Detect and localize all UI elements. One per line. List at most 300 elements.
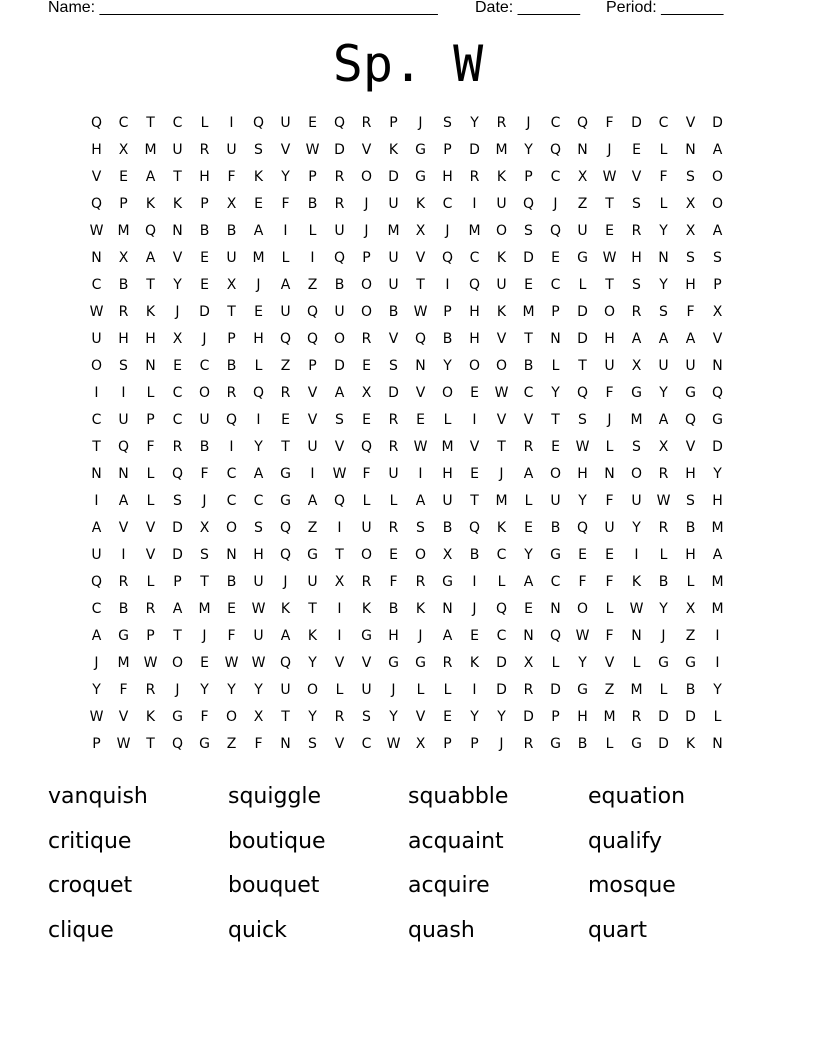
grid-letter[interactable]: L (605, 736, 614, 752)
grid-letter[interactable]: Y (551, 385, 560, 401)
grid-letter[interactable]: F (686, 304, 695, 320)
grid-letter[interactable]: K (415, 601, 426, 617)
grid-letter[interactable]: C (172, 115, 183, 131)
grid-letter[interactable]: W (251, 601, 266, 617)
grid-letter[interactable]: D (685, 709, 696, 725)
grid-letter[interactable]: G (280, 466, 291, 482)
grid-letter[interactable]: O (360, 277, 373, 293)
grid-letter[interactable]: J (202, 331, 207, 347)
grid-letter[interactable]: J (364, 223, 369, 239)
grid-letter[interactable]: R (145, 601, 156, 617)
grid-letter[interactable]: I (634, 547, 639, 563)
grid-letter[interactable]: T (92, 439, 101, 455)
grid-letter[interactable]: L (281, 250, 290, 266)
grid-letter[interactable]: A (253, 223, 264, 239)
grid-letter[interactable]: E (362, 412, 371, 428)
grid-letter[interactable]: I (445, 277, 450, 293)
grid-letter[interactable]: E (200, 277, 209, 293)
grid-letter[interactable]: M (117, 655, 130, 671)
grid-letter[interactable]: U (604, 520, 615, 536)
grid-letter[interactable]: H (604, 331, 615, 347)
grid-letter[interactable]: K (496, 169, 507, 185)
grid-letter[interactable]: Q (117, 439, 130, 455)
grid-letter[interactable]: N (523, 628, 534, 644)
grid-letter[interactable]: M (522, 304, 535, 320)
grid-letter[interactable]: H (685, 547, 696, 563)
grid-letter[interactable]: J (418, 628, 423, 644)
grid-letter[interactable]: X (415, 736, 426, 752)
grid-letter[interactable]: I (94, 385, 99, 401)
grid-letter[interactable]: A (631, 331, 642, 347)
grid-letter[interactable]: A (118, 493, 129, 509)
grid-letter[interactable]: O (306, 682, 319, 698)
grid-letter[interactable]: K (415, 196, 426, 212)
grid-letter[interactable]: Q (684, 412, 697, 428)
grid-letter[interactable]: X (442, 547, 453, 563)
grid-letter[interactable]: D (658, 736, 669, 752)
grid-letter[interactable]: O (360, 304, 373, 320)
grid-letter[interactable]: B (388, 304, 399, 320)
grid-letter[interactable]: H (442, 466, 453, 482)
grid-letter[interactable]: U (550, 493, 561, 509)
grid-letter[interactable]: X (523, 655, 534, 671)
grid-letter[interactable]: H (631, 250, 642, 266)
grid-letter[interactable]: P (173, 574, 182, 590)
grid-letter[interactable]: U (280, 682, 291, 698)
grid-letter[interactable]: J (526, 115, 531, 131)
grid-letter[interactable]: E (416, 412, 425, 428)
grid-letter[interactable]: W (494, 385, 509, 401)
grid-letter[interactable]: Q (279, 520, 292, 536)
grid-letter[interactable]: L (551, 358, 560, 374)
grid-letter[interactable]: Y (470, 709, 479, 725)
grid-letter[interactable]: Q (306, 331, 319, 347)
grid-letter[interactable]: S (713, 250, 722, 266)
grid-letter[interactable]: J (283, 574, 288, 590)
grid-letter[interactable]: Z (577, 196, 588, 212)
grid-letter[interactable]: T (227, 304, 236, 320)
grid-letter[interactable]: A (91, 628, 102, 644)
grid-letter[interactable]: R (145, 682, 156, 698)
grid-letter[interactable]: V (685, 439, 696, 455)
grid-letter[interactable]: T (146, 736, 155, 752)
grid-letter[interactable]: C (199, 358, 210, 374)
grid-letter[interactable]: G (415, 142, 426, 158)
grid-letter[interactable]: U (685, 358, 696, 374)
grid-letter[interactable]: Q (171, 736, 184, 752)
grid-letter[interactable]: E (605, 223, 614, 239)
grid-letter[interactable]: P (146, 412, 155, 428)
grid-letter[interactable]: L (686, 574, 695, 590)
grid-letter[interactable]: Y (254, 682, 263, 698)
grid-letter[interactable]: H (253, 547, 264, 563)
grid-letter[interactable]: X (118, 142, 129, 158)
grid-letter[interactable]: Q (171, 466, 184, 482)
grid-letter[interactable]: V (496, 331, 507, 347)
grid-letter[interactable]: X (685, 196, 696, 212)
grid-letter[interactable]: C (226, 466, 237, 482)
grid-letter[interactable]: B (226, 223, 237, 239)
grid-letter[interactable]: L (335, 682, 344, 698)
grid-letter[interactable]: E (551, 250, 560, 266)
grid-letter[interactable]: J (499, 736, 504, 752)
grid-letter[interactable]: T (200, 574, 209, 590)
grid-letter[interactable]: F (605, 574, 614, 590)
grid-letter[interactable]: C (496, 628, 507, 644)
grid-letter[interactable]: L (659, 196, 668, 212)
grid-letter[interactable]: V (469, 439, 480, 455)
grid-letter[interactable]: D (658, 709, 669, 725)
grid-letter[interactable]: M (630, 682, 643, 698)
grid-letter[interactable]: S (335, 412, 344, 428)
grid-letter[interactable]: T (146, 277, 155, 293)
grid-letter[interactable]: K (172, 196, 183, 212)
grid-letter[interactable]: E (119, 169, 128, 185)
grid-letter[interactable]: L (389, 493, 398, 509)
grid-letter[interactable]: G (631, 385, 642, 401)
grid-letter[interactable]: V (280, 142, 291, 158)
grid-letter[interactable]: H (469, 304, 480, 320)
grid-letter[interactable]: V (307, 412, 318, 428)
grid-letter[interactable]: W (224, 655, 239, 671)
grid-letter[interactable]: U (307, 574, 318, 590)
grid-letter[interactable]: O (495, 223, 508, 239)
grid-letter[interactable]: D (496, 655, 507, 671)
grid-letter[interactable]: O (495, 358, 508, 374)
grid-letter[interactable]: U (118, 412, 129, 428)
grid-letter[interactable]: H (685, 466, 696, 482)
grid-letter[interactable]: O (225, 520, 238, 536)
grid-letter[interactable]: C (118, 115, 129, 131)
grid-letter[interactable]: V (145, 547, 156, 563)
grid-letter[interactable]: Z (307, 520, 318, 536)
grid-letter[interactable]: V (118, 709, 129, 725)
grid-letter[interactable]: V (388, 331, 399, 347)
grid-letter[interactable]: N (712, 358, 723, 374)
grid-letter[interactable]: X (415, 223, 426, 239)
grid-letter[interactable]: G (631, 736, 642, 752)
grid-letter[interactable]: L (605, 601, 614, 617)
grid-letter[interactable]: U (226, 142, 237, 158)
grid-letter[interactable]: R (388, 439, 399, 455)
grid-letter[interactable]: S (119, 358, 128, 374)
grid-letter[interactable]: R (523, 736, 534, 752)
grid-letter[interactable]: L (632, 655, 641, 671)
grid-letter[interactable]: Y (713, 682, 722, 698)
grid-letter[interactable]: L (659, 142, 668, 158)
grid-letter[interactable]: U (334, 304, 345, 320)
grid-letter[interactable]: S (632, 196, 641, 212)
grid-letter[interactable]: L (308, 223, 317, 239)
grid-letter[interactable]: V (631, 169, 642, 185)
grid-letter[interactable]: L (551, 655, 560, 671)
grid-letter[interactable]: F (605, 628, 614, 644)
grid-letter[interactable]: G (658, 655, 669, 671)
grid-letter[interactable]: W (305, 142, 320, 158)
grid-letter[interactable]: V (361, 655, 372, 671)
grid-letter[interactable]: F (227, 628, 236, 644)
grid-letter[interactable]: I (229, 115, 234, 131)
grid-letter[interactable]: Y (659, 385, 668, 401)
grid-letter[interactable]: A (253, 466, 264, 482)
grid-letter[interactable]: V (685, 115, 696, 131)
grid-letter[interactable]: B (226, 358, 237, 374)
grid-letter[interactable]: B (442, 331, 453, 347)
grid-letter[interactable]: J (472, 601, 477, 617)
grid-letter[interactable]: L (605, 439, 614, 455)
grid-letter[interactable]: K (145, 709, 156, 725)
grid-letter[interactable]: H (712, 493, 723, 509)
grid-letter[interactable]: Q (279, 655, 292, 671)
grid-letter[interactable]: R (172, 439, 183, 455)
grid-letter[interactable]: E (470, 628, 479, 644)
grid-letter[interactable]: Q (468, 277, 481, 293)
grid-letter[interactable]: E (551, 439, 560, 455)
grid-letter[interactable]: Q (333, 115, 346, 131)
grid-letter[interactable]: R (631, 709, 642, 725)
grid-letter[interactable]: R (388, 412, 399, 428)
grid-letter[interactable]: N (226, 547, 237, 563)
grid-letter[interactable]: Q (90, 196, 103, 212)
grid-letter[interactable]: N (415, 358, 426, 374)
grid-letter[interactable]: K (388, 142, 399, 158)
grid-letter[interactable]: K (496, 250, 507, 266)
grid-letter[interactable]: I (472, 412, 477, 428)
grid-letter[interactable]: Q (144, 223, 157, 239)
grid-letter[interactable]: P (362, 250, 371, 266)
grid-letter[interactable]: O (333, 331, 346, 347)
grid-letter[interactable]: Y (713, 466, 722, 482)
grid-letter[interactable]: Q (306, 304, 319, 320)
grid-letter[interactable]: X (253, 709, 264, 725)
grid-letter[interactable]: B (118, 601, 129, 617)
grid-letter[interactable]: X (685, 601, 696, 617)
grid-letter[interactable]: E (254, 304, 263, 320)
grid-letter[interactable]: B (658, 574, 669, 590)
grid-letter[interactable]: G (307, 547, 318, 563)
grid-letter[interactable]: J (94, 655, 99, 671)
grid-letter[interactable]: M (441, 439, 454, 455)
grid-letter[interactable]: V (334, 736, 345, 752)
grid-letter[interactable]: M (198, 601, 211, 617)
grid-letter[interactable]: F (605, 115, 614, 131)
grid-letter[interactable]: F (146, 439, 155, 455)
grid-letter[interactable]: W (89, 709, 104, 725)
grid-letter[interactable]: T (524, 331, 533, 347)
grid-letter[interactable]: R (523, 682, 534, 698)
grid-letter[interactable]: B (550, 520, 561, 536)
grid-letter[interactable]: A (145, 250, 156, 266)
grid-letter[interactable]: I (472, 574, 477, 590)
grid-letter[interactable]: X (577, 169, 588, 185)
grid-letter[interactable]: O (198, 385, 211, 401)
grid-letter[interactable]: W (602, 169, 617, 185)
grid-letter[interactable]: G (388, 655, 399, 671)
grid-letter[interactable]: T (416, 277, 425, 293)
grid-letter[interactable]: I (256, 412, 261, 428)
grid-letter[interactable]: W (629, 601, 644, 617)
grid-letter[interactable]: G (685, 655, 696, 671)
grid-letter[interactable]: Y (470, 115, 479, 131)
grid-letter[interactable]: Q (549, 628, 562, 644)
grid-letter[interactable]: X (226, 196, 237, 212)
grid-letter[interactable]: V (145, 520, 156, 536)
grid-letter[interactable]: E (389, 547, 398, 563)
grid-letter[interactable]: N (91, 466, 102, 482)
grid-letter[interactable]: Y (308, 709, 317, 725)
grid-letter[interactable]: P (713, 277, 722, 293)
grid-letter[interactable]: I (121, 547, 126, 563)
grid-letter[interactable]: Q (252, 115, 265, 131)
grid-letter[interactable]: O (711, 196, 724, 212)
grid-letter[interactable]: K (496, 520, 507, 536)
grid-letter[interactable]: R (442, 655, 453, 671)
grid-letter[interactable]: Y (497, 709, 506, 725)
grid-letter[interactable]: V (712, 331, 723, 347)
grid-letter[interactable]: W (89, 223, 104, 239)
grid-letter[interactable]: F (605, 493, 614, 509)
grid-letter[interactable]: N (685, 142, 696, 158)
grid-letter[interactable]: Y (308, 655, 317, 671)
grid-letter[interactable]: K (253, 169, 264, 185)
grid-letter[interactable]: Y (578, 493, 587, 509)
grid-letter[interactable]: A (523, 466, 534, 482)
grid-letter[interactable]: G (712, 412, 723, 428)
grid-letter[interactable]: A (658, 331, 669, 347)
grid-letter[interactable]: L (713, 709, 722, 725)
grid-letter[interactable]: R (226, 385, 237, 401)
grid-letter[interactable]: N (550, 331, 561, 347)
grid-letter[interactable]: Y (281, 169, 290, 185)
grid-letter[interactable]: U (442, 493, 453, 509)
grid-letter[interactable]: R (361, 331, 372, 347)
grid-letter[interactable]: W (413, 439, 428, 455)
grid-letter[interactable]: P (146, 628, 155, 644)
grid-letter[interactable]: E (605, 547, 614, 563)
grid-letter[interactable]: U (280, 115, 291, 131)
grid-letter[interactable]: Q (468, 520, 481, 536)
grid-letter[interactable]: I (337, 601, 342, 617)
grid-letter[interactable]: T (146, 115, 155, 131)
grid-letter[interactable]: C (550, 574, 561, 590)
grid-letter[interactable]: D (334, 358, 345, 374)
grid-letter[interactable]: I (337, 520, 342, 536)
grid-letter[interactable]: E (362, 358, 371, 374)
grid-letter[interactable]: N (91, 250, 102, 266)
grid-letter[interactable]: L (362, 493, 371, 509)
grid-letter[interactable]: Q (711, 385, 724, 401)
grid-letter[interactable]: A (280, 277, 291, 293)
grid-letter[interactable]: L (146, 493, 155, 509)
grid-letter[interactable]: N (172, 223, 183, 239)
grid-letter[interactable]: Y (92, 682, 101, 698)
grid-letter[interactable]: X (226, 277, 237, 293)
grid-letter[interactable]: C (442, 196, 453, 212)
grid-letter[interactable]: E (227, 601, 236, 617)
grid-letter[interactable]: L (254, 358, 263, 374)
grid-letter[interactable]: R (280, 385, 291, 401)
grid-letter[interactable]: O (414, 547, 427, 563)
grid-letter[interactable]: Q (225, 412, 238, 428)
grid-letter[interactable]: O (441, 385, 454, 401)
grid-letter[interactable]: H (469, 331, 480, 347)
grid-letter[interactable]: S (254, 520, 263, 536)
grid-letter[interactable]: S (443, 115, 452, 131)
grid-letter[interactable]: B (199, 439, 210, 455)
grid-letter[interactable]: O (360, 169, 373, 185)
grid-letter[interactable]: C (550, 115, 561, 131)
grid-letter[interactable]: C (91, 412, 102, 428)
grid-letter[interactable]: V (118, 520, 129, 536)
grid-letter[interactable]: D (631, 115, 642, 131)
grid-letter[interactable]: W (251, 655, 266, 671)
grid-letter[interactable]: P (92, 736, 101, 752)
grid-letter[interactable]: Y (389, 709, 398, 725)
grid-letter[interactable]: E (308, 115, 317, 131)
grid-letter[interactable]: J (661, 628, 666, 644)
grid-letter[interactable]: B (442, 520, 453, 536)
grid-letter[interactable]: R (631, 304, 642, 320)
grid-letter[interactable]: K (469, 655, 480, 671)
grid-letter[interactable]: F (254, 736, 263, 752)
grid-letter[interactable]: A (712, 223, 723, 239)
grid-letter[interactable]: B (577, 736, 588, 752)
grid-letter[interactable]: N (604, 466, 615, 482)
grid-letter[interactable]: S (173, 493, 182, 509)
grid-letter[interactable]: D (469, 142, 480, 158)
grid-letter[interactable]: I (310, 466, 315, 482)
grid-letter[interactable]: Y (200, 682, 209, 698)
grid-letter[interactable]: Z (307, 277, 318, 293)
grid-letter[interactable]: P (119, 196, 128, 212)
grid-letter[interactable]: P (470, 736, 479, 752)
grid-letter[interactable]: S (686, 169, 695, 185)
grid-letter[interactable]: E (470, 466, 479, 482)
grid-letter[interactable]: C (91, 277, 102, 293)
grid-letter[interactable]: Q (576, 115, 589, 131)
grid-letter[interactable]: U (253, 574, 264, 590)
grid-letter[interactable]: A (442, 628, 453, 644)
grid-letter[interactable]: E (632, 142, 641, 158)
grid-letter[interactable]: U (604, 358, 615, 374)
grid-letter[interactable]: W (602, 250, 617, 266)
grid-letter[interactable]: D (388, 385, 399, 401)
grid-letter[interactable]: U (226, 250, 237, 266)
grid-letter[interactable]: J (391, 682, 396, 698)
grid-letter[interactable]: G (577, 682, 588, 698)
grid-letter[interactable]: M (252, 250, 265, 266)
grid-letter[interactable]: Q (360, 439, 373, 455)
grid-letter[interactable]: I (121, 385, 126, 401)
grid-letter[interactable]: G (415, 655, 426, 671)
grid-letter[interactable]: B (307, 196, 318, 212)
grid-letter[interactable]: T (605, 196, 614, 212)
grid-letter[interactable]: X (685, 223, 696, 239)
grid-letter[interactable]: B (388, 601, 399, 617)
grid-letter[interactable]: U (388, 277, 399, 293)
grid-letter[interactable]: F (200, 466, 209, 482)
grid-letter[interactable]: N (658, 250, 669, 266)
grid-letter[interactable]: T (281, 709, 290, 725)
grid-letter[interactable]: A (145, 169, 156, 185)
grid-letter[interactable]: W (656, 493, 671, 509)
grid-letter[interactable]: M (495, 493, 508, 509)
grid-letter[interactable]: V (361, 142, 372, 158)
grid-letter[interactable]: L (146, 574, 155, 590)
grid-letter[interactable]: E (578, 547, 587, 563)
grid-letter[interactable]: W (575, 439, 590, 455)
grid-letter[interactable]: X (631, 358, 642, 374)
